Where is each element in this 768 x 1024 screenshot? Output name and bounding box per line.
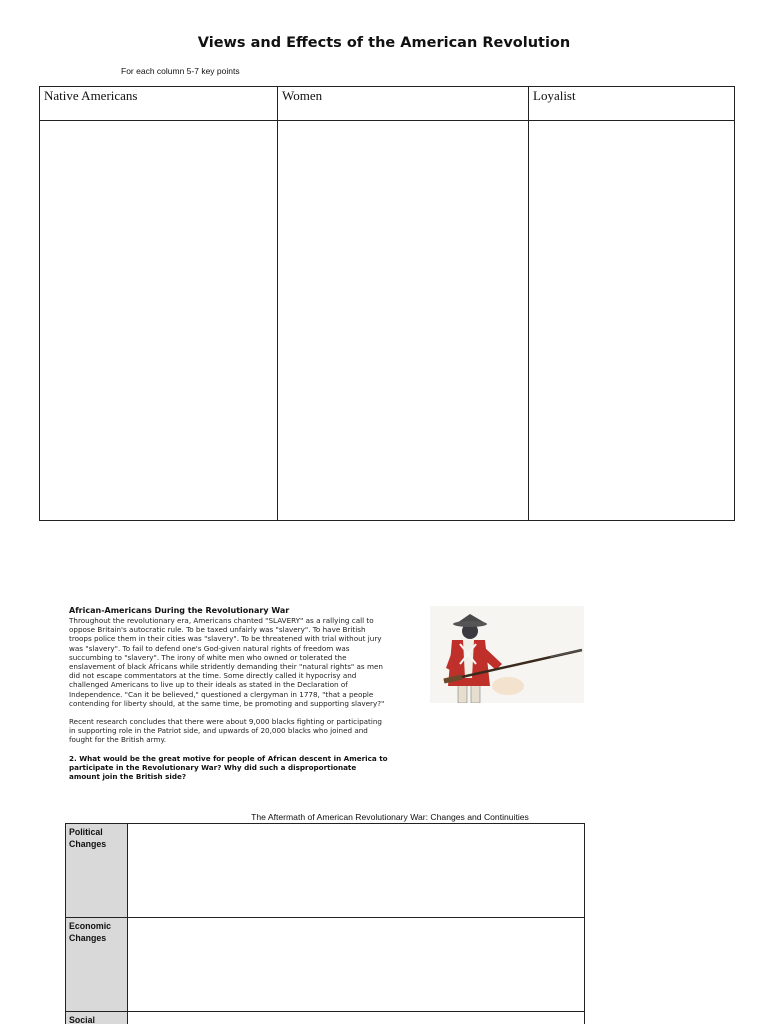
header-loyalist: Loyalist bbox=[529, 87, 735, 121]
loyalist-answer-cell[interactable] bbox=[529, 121, 735, 521]
header-native-americans: Native Americans bbox=[40, 87, 278, 121]
views-header-row bbox=[40, 87, 735, 121]
african-americans-paragraph-1: Throughout the revolutionary era, Americans chanted "SLAVERY" as a rallying call to oppose Britain's autocratic rule. To be taxed unfairly was "slavery". To have British troops police them in their cities was "slavery". To be threatened with trial without jury was "slavery". To fail to defend one's God-given natural rights of freedom was succumbing to "slavery". The irony of white men who owned or tolerated the enslavement of black Africans while stridently demanding their "natural rights" as men did not escape commentators at the time. Some directly called it hypocrisy and challenged Americans to live up to their ideals as stated in the Declaration of Independence. "Can it be believed," questioned a clergyman in 1778, "that a people contending for liberty should, at the same time, be promoting and supporting slavery?" bbox=[69, 616, 385, 708]
african-americans-section bbox=[69, 606, 389, 781]
women-answer-cell[interactable] bbox=[278, 121, 529, 521]
african-americans-paragraph-2: Recent research concludes that there were about 9,000 blacks fighting or participating in supporting role in the Patriot side, and upwards of 20,000 blacks who joined and fought for the British army. bbox=[69, 717, 382, 745]
african-americans-heading: African-Americans During the Revolutionary War bbox=[69, 606, 290, 615]
economic-changes-answer-cell[interactable] bbox=[128, 918, 585, 1012]
native-americans-answer-cell[interactable] bbox=[40, 121, 278, 521]
aftermath-title: The Aftermath of American Revolutionary War: Changes and Continuities bbox=[251, 812, 529, 822]
page-title: Views and Effects of the American Revolution bbox=[197, 35, 571, 51]
political-changes-answer-cell[interactable] bbox=[128, 824, 585, 918]
aftermath-row-social bbox=[66, 1012, 585, 1024]
soldier-illustration bbox=[430, 606, 584, 703]
aftermath-table bbox=[65, 823, 585, 1024]
header-women: Women bbox=[278, 87, 529, 121]
political-changes-label: Political Changes bbox=[66, 824, 128, 918]
social-label: Social bbox=[66, 1012, 128, 1024]
views-table bbox=[39, 86, 735, 521]
instructions-text: For each column 5-7 key points bbox=[121, 66, 240, 76]
aftermath-row-economic bbox=[66, 918, 585, 1012]
social-answer-cell[interactable] bbox=[128, 1012, 585, 1024]
soldier-illustration-svg bbox=[430, 606, 584, 703]
economic-changes-label: Economic Changes bbox=[66, 918, 128, 1012]
question-2: 2. What would be the great motive for people of African descent in America to participate in the Revolutionary War? Why did such a disproportionate amount join the British side? bbox=[69, 753, 388, 782]
aftermath-row-political bbox=[66, 824, 585, 918]
views-answer-row bbox=[40, 121, 735, 521]
